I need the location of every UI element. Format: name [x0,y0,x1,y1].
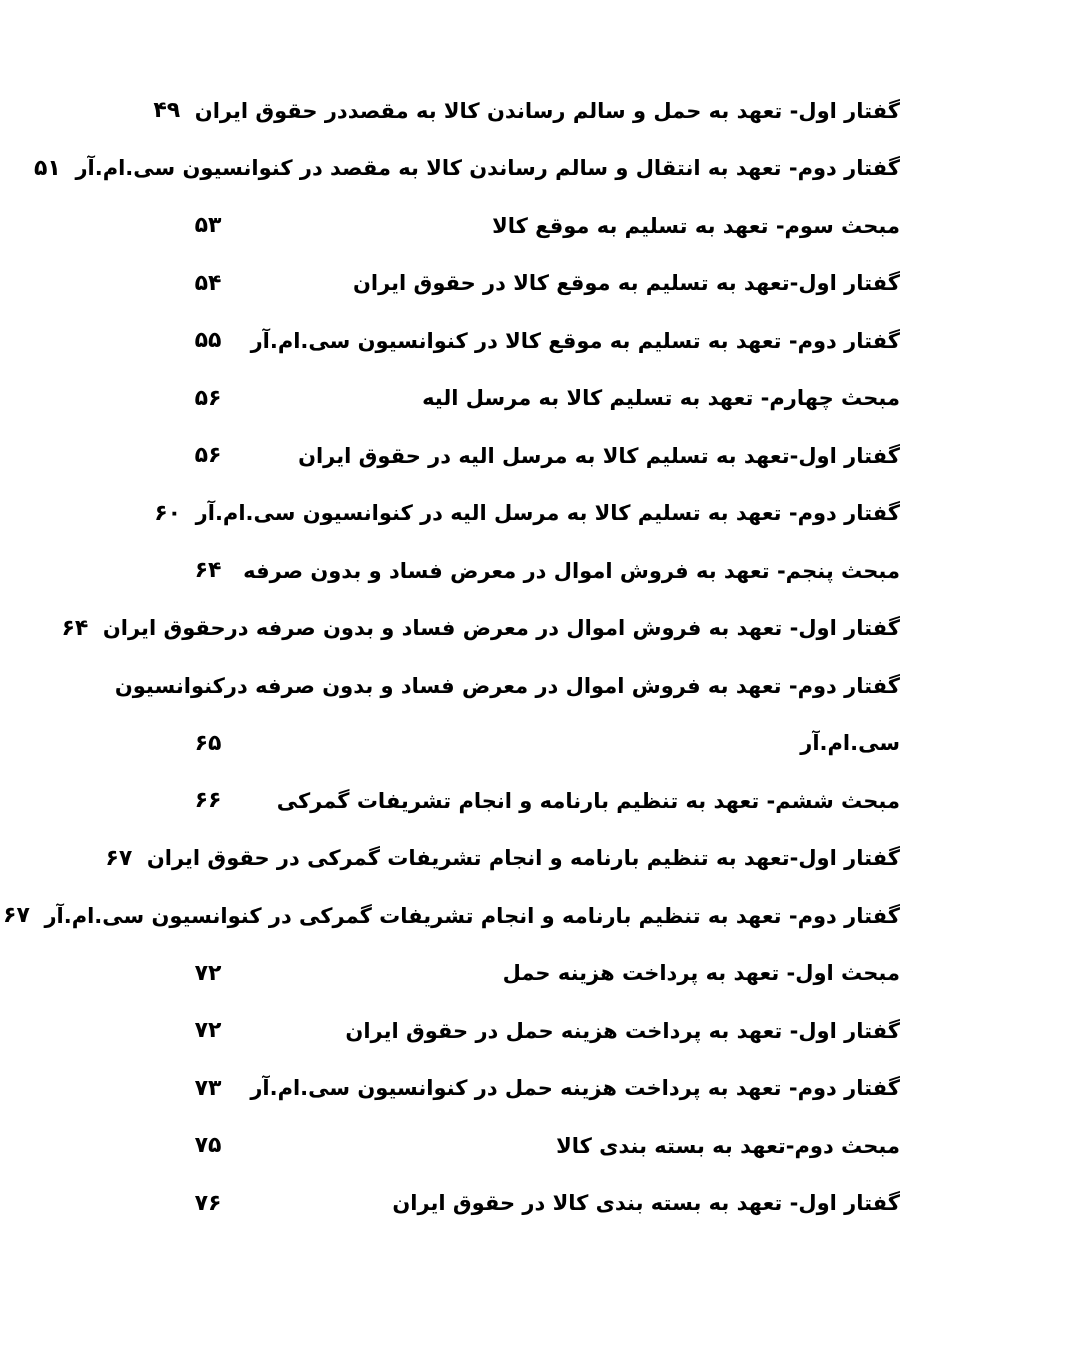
toc-entry-title: مبحث ششم- تعهد به تنظیم بارنامه و انجام تشریفات گمرکی [276,788,900,813]
toc-entry [180,542,900,600]
toc-entry-page: ۴۹ [153,98,181,124]
toc-entry-page: ۶۵ [194,730,222,756]
toc-entry-page: ۵۳ [194,213,222,239]
table-of-contents [3,82,900,1232]
toc-entry-page: ۵۱ [34,155,61,181]
toc-entry [154,485,900,543]
toc-entry-title: گفتار دوم- تعهد به انتقال و سالم رساندن کالا به مقصد در کنوانسیون سی.ام.آر [75,156,900,181]
toc-entry-continuation [180,715,900,773]
toc-entry-title: مبحث پنجم- تعهد به فروش اموال در معرض فساد و بدون صرفه [243,558,900,583]
toc-entry-page: ۷۵ [194,1133,222,1159]
toc-entry-page: ۷۲ [194,960,222,986]
toc-entry [153,82,900,140]
toc-entry-page: ۵۵ [194,328,222,354]
toc-entry-title-continuation: سی.ام.آر [800,731,900,756]
toc-entry-title: گفتار دوم- تعهد به تسلیم کالا به مرسل الیه در کنوانسیون سی.ام.آر [195,501,900,526]
toc-entry [180,1175,900,1233]
toc-entry [180,312,900,370]
toc-entry [3,887,900,945]
toc-entry-title: گفتار اول-تعهد به تنظیم بارنامه و انجام تشریفات گمرکی در حقوق ایران [146,846,900,871]
toc-entry [180,370,900,428]
toc-entry [114,657,900,715]
toc-entry-page: ۶۴ [194,558,222,584]
toc-entry-title: گفتار اول- تعهد به پرداخت هزینه حمل در حقوق ایران [345,1018,900,1043]
toc-entry-page: ۷۲ [194,1018,222,1044]
toc-entry-title: مبحث سوم- تعهد به تسلیم به موقع کالا [492,213,900,238]
toc-entry [180,945,900,1003]
toc-entry [180,1060,900,1118]
toc-entry-page: ۶۶ [194,788,222,814]
toc-entry [180,197,900,255]
toc-entry-title: مبحث چهارم- تعهد به تسلیم کالا به مرسل الیه [422,386,900,411]
toc-entry [61,600,900,658]
toc-entry-title: گفتار اول- تعهد به حمل و سالم رساندن کالا به مقصددر حقوق ایران [194,98,900,123]
toc-entry [34,140,900,198]
toc-entry-title: مبحث دوم-تعهد به بسته بندی کالا [556,1133,900,1158]
toc-entry-page: ۵۴ [194,270,222,296]
toc-entry-title: مبحث اول- تعهد به پرداخت هزینه حمل [502,961,900,986]
toc-entry-page: ۶۰ [154,500,182,526]
toc-entry [180,1117,900,1175]
toc-entry [180,255,900,313]
toc-entry-title: گفتار اول- تعهد به فروش اموال در معرض فساد و بدون صرفه درحقوق ایران [102,616,900,641]
toc-entry-page: ۶۷ [3,903,30,929]
toc-entry-title: گفتار اول-تعهد به تسلیم به موقع کالا در حقوق ایران [352,271,900,296]
toc-entry-title: گفتار دوم- تعهد به پرداخت هزینه حمل در کنوانسیون سی.ام.آر [250,1076,900,1101]
toc-entry [180,427,900,485]
toc-entry [180,1002,900,1060]
toc-entry-title: گفتار دوم- تعهد به تسلیم به موقع کالا در کنوانسیون سی.ام.آر [250,328,900,353]
toc-entry-title: گفتار اول- تعهد به بسته بندی کالا در حقوق ایران [392,1191,900,1216]
toc-entry [180,772,900,830]
toc-entry-title: گفتار دوم- تعهد به فروش اموال در معرض فساد و بدون صرفه درکنوانسیون [114,673,900,698]
toc-entry-title: گفتار اول-تعهد به تسلیم کالا به مرسل الیه در حقوق ایران [298,443,900,468]
toc-entry [105,830,900,888]
toc-entry-page: ۵۶ [194,443,222,469]
toc-entry-page: ۶۴ [61,615,89,641]
toc-entry-page: ۶۷ [105,845,133,871]
toc-entry-page: ۷۳ [194,1075,222,1101]
toc-entry-title: گفتار دوم- تعهد به تنظیم بارنامه و انجام تشریفات گمرکی در کنوانسیون سی.ام.آر [44,903,900,928]
toc-entry-page: ۵۶ [194,385,222,411]
toc-entry-page: ۷۶ [194,1190,222,1216]
